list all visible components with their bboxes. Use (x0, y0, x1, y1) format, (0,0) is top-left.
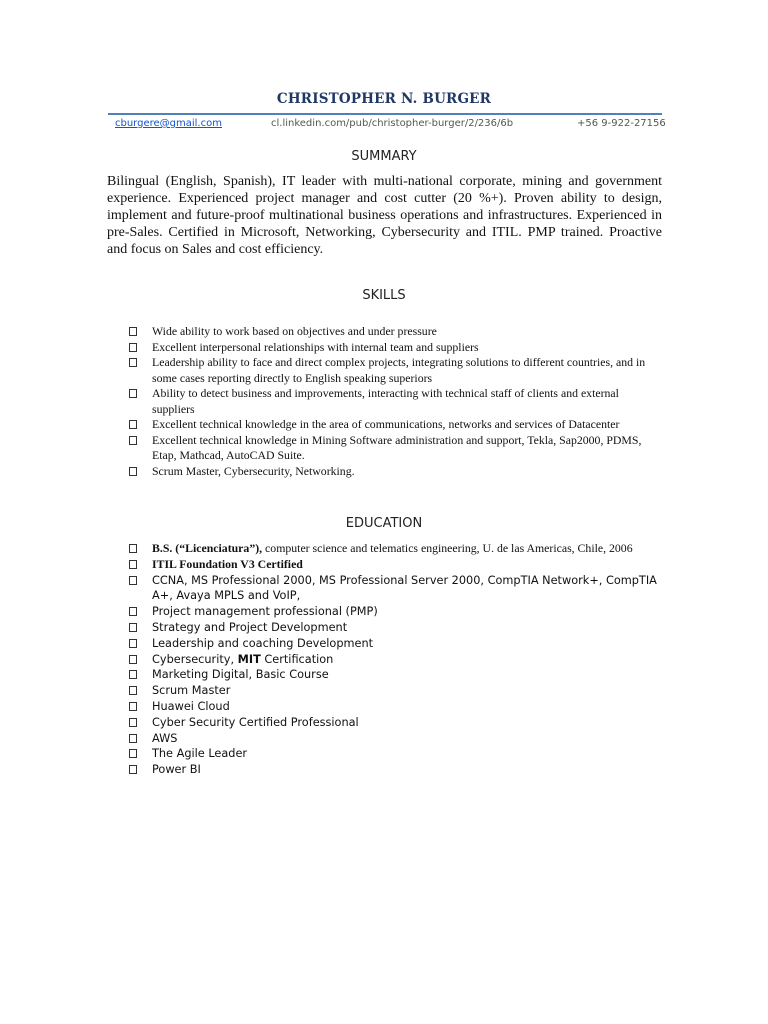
checkbox-icon (129, 655, 137, 664)
checkbox-icon (129, 718, 137, 727)
resume-name: CHRISTOPHER N. BURGER (276, 91, 492, 107)
education-list (128, 541, 658, 778)
education-text: Marketing Digital, Basic Course (152, 668, 329, 682)
checkbox-icon (129, 358, 137, 367)
education-text: Power BI (152, 763, 201, 777)
checkbox-icon (129, 670, 137, 679)
education-text: CCNA, MS Professional 2000, MS Professional Server 2000, CompTIA Network+, CompTIA A+, Avaya MPLS and VoIP, (152, 573, 657, 603)
education-item (128, 604, 658, 620)
cyber-suffix: Certification (260, 652, 334, 666)
education-item (128, 573, 658, 605)
degree-details: computer science and telematics engineering, U. de las Americas, Chile, 2006 (262, 541, 633, 555)
education-item (128, 746, 658, 762)
education-item (128, 541, 658, 557)
education-item (128, 699, 658, 715)
education-text: Scrum Master (152, 684, 231, 698)
skill-text: Ability to detect business and improvements, interacting with technical staff of clients and external suppliers (152, 386, 619, 416)
checkbox-icon (129, 544, 137, 553)
education-heading: EDUCATION (345, 516, 423, 531)
checkbox-icon (129, 749, 137, 758)
phone-number: +56 9-922-27156 (577, 118, 666, 129)
checkbox-icon (129, 467, 137, 476)
skill-text: Wide ability to work based on objectives and under pressure (152, 324, 437, 338)
education-item (128, 652, 658, 668)
education-item (128, 636, 658, 652)
checkbox-icon (129, 436, 137, 445)
checkbox-icon (129, 576, 137, 585)
education-item (128, 731, 658, 747)
checkbox-icon (129, 686, 137, 695)
education-text: Leadership and coaching Development (152, 636, 374, 650)
checkbox-icon (129, 607, 137, 616)
education-item (128, 683, 658, 699)
cyber-prefix: Cybersecurity, (152, 652, 238, 666)
education-item (128, 557, 658, 573)
checkbox-icon (129, 327, 137, 336)
skill-item (128, 324, 658, 340)
degree-title: B.S. (“Licenciatura”), (152, 541, 263, 555)
checkbox-icon (129, 734, 137, 743)
checkbox-icon (129, 639, 137, 648)
education-text: The Agile Leader (152, 747, 248, 761)
skill-text: Excellent technical knowledge in the area of communications, networks and services of Datacenter (152, 417, 620, 431)
skill-item (128, 386, 658, 417)
checkbox-icon (129, 765, 137, 774)
education-item (128, 762, 658, 778)
skills-list (128, 324, 658, 479)
checkbox-icon (129, 623, 137, 632)
summary-text: Bilingual (English, Spanish), IT leader with multi-national corporate, mining and government experience. Experienced project manager and cost cutter (20 %+). Proven ability to design, implement and future-proof multinational business operations and infrastructures. Experienced in pre-Sales. Certified in Microsoft, Networking, Cybersecurity and ITIL. PMP trained. Proactive and focus on Sales and cost efficiency. (107, 174, 662, 257)
education-item (128, 667, 658, 683)
summary-heading: SUMMARY (351, 149, 417, 164)
skill-item (128, 417, 658, 433)
header-rule (108, 113, 662, 115)
skill-item (128, 433, 658, 464)
itil-certification: ITIL Foundation V3 Certified (152, 556, 303, 571)
linkedin-url: cl.linkedin.com/pub/christopher-burger/2/236/6b (271, 118, 514, 129)
education-text: Strategy and Project Development (152, 620, 348, 634)
skill-text: Scrum Master, Cybersecurity, Networking. (152, 463, 355, 478)
checkbox-icon (129, 343, 137, 352)
education-text: Cyber Security Certified Professional (152, 715, 359, 729)
skill-text: Excellent technical knowledge in Mining Software administration and support, Tekla, Sap2000, PDMS, Etap, Mathcad, AutoCAD Suite. (152, 432, 642, 462)
education-text: AWS (152, 731, 178, 745)
checkbox-icon (129, 420, 137, 429)
skills-heading: SKILLS (362, 288, 406, 303)
mit-label: MIT (237, 652, 261, 666)
skill-text: Excellent interpersonal relationships with internal team and suppliers (152, 339, 479, 354)
education-item (128, 620, 658, 636)
checkbox-icon (129, 389, 137, 398)
checkbox-icon (129, 702, 137, 711)
checkbox-icon (129, 560, 137, 569)
skill-text: Leadership ability to face and direct complex projects, integrating solutions to different countries, and in some cases reporting directly to English speaking superiors (152, 355, 646, 385)
education-text: Project management professional (PMP) (152, 605, 378, 619)
skill-item (128, 355, 658, 386)
skill-item (128, 464, 658, 480)
education-text: Huawei Cloud (152, 699, 230, 713)
skill-item (128, 340, 658, 356)
email-link[interactable]: cburgere@gmail.com (115, 118, 222, 129)
education-item (128, 715, 658, 731)
